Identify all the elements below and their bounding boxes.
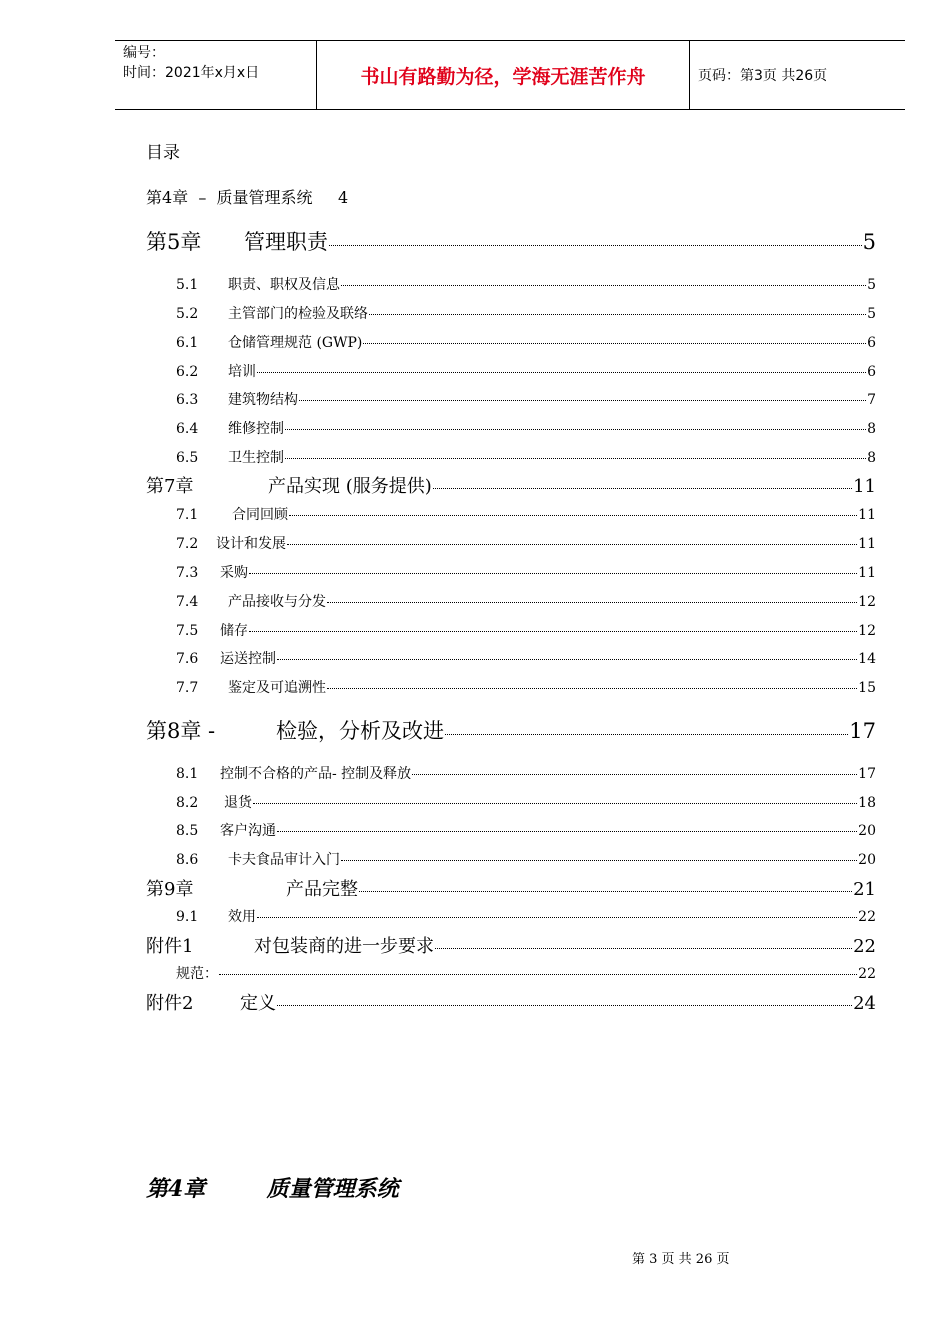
toc-entry-number: 7.4 — [176, 594, 199, 610]
toc-entry-label: 客户沟通 — [220, 823, 276, 839]
header-page-label: 页码：第3页 共26页 — [698, 68, 828, 84]
header-divider — [689, 41, 690, 109]
toc-entry-page: 11 — [858, 565, 876, 581]
toc-leader-dots — [341, 860, 857, 861]
toc-entry-label: 仓储管理规范 (GWP) — [228, 335, 363, 351]
toc-entry-page: 5 — [862, 230, 876, 254]
toc-entry[interactable] — [176, 447, 876, 467]
toc-leader-dots — [435, 948, 852, 949]
toc-entry-label: 检验，分析及改进 — [276, 719, 444, 743]
toc-entry[interactable] — [146, 989, 876, 1015]
chapter-heading: 第4章 质量管理系统 — [146, 1176, 399, 1202]
document-time-label: 时间：2021年x月x日 — [123, 65, 260, 81]
toc-entry-label: 培训 — [228, 364, 256, 380]
toc-leader-dots — [285, 458, 866, 459]
toc-entry-page: 17 — [849, 719, 876, 743]
toc-entry-number: 第7章 — [146, 476, 194, 497]
header-meta — [123, 43, 259, 83]
toc-leader-dots — [277, 1005, 852, 1006]
toc-entry-page: 11 — [858, 536, 876, 552]
toc-entry-number: 7.5 — [176, 623, 199, 639]
toc-entry[interactable] — [176, 648, 876, 668]
toc-entry-page: 22 — [858, 909, 876, 925]
page-header — [115, 40, 905, 110]
toc-leader-dots — [253, 803, 857, 804]
toc-entry[interactable] — [176, 303, 876, 323]
toc-entry[interactable] — [146, 715, 876, 745]
toc-entry-label: 产品完整 — [286, 879, 358, 900]
toc-entry-page: 5 — [867, 277, 876, 293]
toc-entry[interactable] — [176, 792, 876, 812]
toc-entry-page: 22 — [858, 966, 876, 982]
toc-leader-dots — [327, 688, 857, 689]
toc-entry-label: 产品实现 (服务提供) — [268, 476, 432, 497]
toc-entry-number: 8.1 — [176, 766, 199, 782]
toc-entry[interactable] — [176, 620, 876, 640]
toc-entry-chapter-4[interactable]: 第4章 – 质量管理系统 4 — [146, 188, 349, 207]
toc-entry-page: 20 — [858, 852, 876, 868]
toc-leader-dots — [249, 631, 857, 632]
toc-entry-number: 8.5 — [176, 823, 199, 839]
toc-entry-label: 卫生控制 — [228, 450, 284, 466]
toc-entry[interactable] — [176, 849, 876, 869]
toc-leader-dots — [369, 314, 866, 315]
toc-entry-label: 储存 — [220, 623, 248, 639]
toc-entry-number: 7.3 — [176, 565, 199, 581]
toc-entry-label: 对包装商的进一步要求 — [254, 936, 434, 957]
toc-entry-number: 7.7 — [176, 680, 199, 696]
toc-entry-number: 附件2 — [146, 993, 194, 1014]
toc-entry-page: 15 — [858, 680, 876, 696]
toc-leader-dots — [327, 602, 857, 603]
toc-entry-page: 6 — [867, 364, 876, 380]
toc-entry-label: 合同回顾 — [232, 507, 288, 523]
toc-entry[interactable] — [176, 763, 876, 783]
toc-leader-dots — [257, 372, 866, 373]
toc-entry-label: 控制不合格的产品- 控制及释放 — [220, 766, 412, 782]
toc-leader-dots — [445, 734, 848, 735]
toc-title: 目录 — [146, 143, 180, 163]
toc-entry-number: 8.6 — [176, 852, 199, 868]
toc-entry-page: 12 — [858, 623, 876, 639]
toc-entry-label: 产品接收与分发 — [228, 594, 326, 610]
toc-leader-dots — [363, 343, 866, 344]
toc-leader-dots — [299, 400, 866, 401]
header-motto: 书山有路勤为径，学海无涯苦作舟 — [360, 65, 646, 88]
toc-entry-label: 维修控制 — [228, 421, 284, 437]
toc-entry[interactable] — [176, 906, 876, 926]
toc-entry[interactable] — [146, 875, 876, 901]
toc-leader-dots — [287, 544, 857, 545]
toc-entry-page: 17 — [858, 766, 876, 782]
toc-entry[interactable] — [176, 389, 876, 409]
toc-entry-number: 5.2 — [176, 306, 199, 322]
toc-leader-dots — [249, 573, 857, 574]
toc-entry-label: 建筑物结构 — [228, 392, 298, 408]
toc-entry-number: 6.1 — [176, 335, 199, 351]
toc-entry-label: 职责、职权及信息 — [228, 277, 340, 293]
toc-leader-dots — [277, 659, 857, 660]
toc-entry-page: 5 — [867, 306, 876, 322]
toc-entry-page: 14 — [858, 651, 876, 667]
toc-entry-number: 6.4 — [176, 421, 199, 437]
toc-entry[interactable] — [176, 820, 876, 840]
toc-entry[interactable] — [146, 932, 876, 958]
toc-entry-page: 7 — [867, 392, 876, 408]
toc-entry[interactable] — [176, 562, 876, 582]
toc-leader-dots — [285, 429, 866, 430]
toc-entry-number: 第5章 — [146, 230, 202, 254]
toc-entry-page: 8 — [867, 421, 876, 437]
toc-entry-number: 9.1 — [176, 909, 199, 925]
toc-entry-page: 21 — [853, 879, 876, 900]
toc-entry-number: 第8章 - — [146, 719, 216, 743]
toc-entry-number: 7.1 — [176, 507, 199, 523]
toc-leader-dots — [289, 515, 857, 516]
page-footer: 第 3 页 共 26 页 — [632, 1252, 730, 1267]
toc-leader-dots — [329, 245, 862, 246]
toc-entry[interactable] — [176, 533, 876, 553]
toc-entry-label: 主管部门的检验及联络 — [228, 306, 368, 322]
toc-entry-page: 11 — [858, 507, 876, 523]
toc-entry-page: 11 — [853, 476, 876, 497]
toc-entry-page: 20 — [858, 823, 876, 839]
toc-entry[interactable] — [176, 677, 876, 697]
toc-entry-label: 退货 — [224, 795, 252, 811]
toc-entry-number: 5.1 — [176, 277, 199, 293]
toc-entry[interactable] — [176, 418, 876, 438]
toc-entry-number: 8.2 — [176, 795, 199, 811]
toc-entry-page: 24 — [853, 993, 876, 1014]
toc-leader-dots — [359, 891, 852, 892]
toc-entry[interactable] — [176, 361, 876, 381]
toc-entry[interactable] — [176, 963, 876, 983]
toc-entry-label: 鉴定及可追溯性 — [228, 680, 326, 696]
toc-leader-dots — [433, 488, 852, 489]
toc-entry[interactable] — [176, 504, 876, 524]
document-number-label: 编号： — [123, 45, 165, 61]
toc-leader-dots — [412, 774, 857, 775]
toc-entry-label: 采购 — [220, 565, 248, 581]
toc-entry-number: 7.6 — [176, 651, 199, 667]
toc-entry[interactable] — [176, 591, 876, 611]
toc-entry-number: 6.2 — [176, 364, 199, 380]
toc-leader-dots — [219, 974, 857, 975]
toc-entry-page: 18 — [858, 795, 876, 811]
toc-leader-dots — [277, 831, 857, 832]
toc-entry-number: 第9章 — [146, 879, 194, 900]
toc-entry[interactable] — [146, 472, 876, 498]
toc-entry-number: 6.3 — [176, 392, 199, 408]
toc-leader-dots — [257, 917, 857, 918]
toc-entry-page: 6 — [867, 335, 876, 351]
toc-entry-number: 6.5 — [176, 450, 199, 466]
toc-entry[interactable] — [176, 274, 876, 294]
toc-entry[interactable] — [146, 226, 876, 256]
toc-entry-page: 8 — [867, 450, 876, 466]
toc-entry-number: 7.2 — [176, 536, 199, 552]
toc-entry-label: 管理职责 — [244, 230, 328, 254]
toc-entry-page: 12 — [858, 594, 876, 610]
toc-entry-label: 运送控制 — [220, 651, 276, 667]
toc-entry-label: 设计和发展 — [216, 536, 286, 552]
toc-entry-label: 定义 — [240, 993, 276, 1014]
toc-entry-label: 规范： — [176, 966, 218, 982]
toc-leader-dots — [341, 285, 866, 286]
toc-entry-page: 22 — [853, 936, 876, 957]
toc-entry[interactable] — [176, 332, 876, 352]
toc-entry-number: 附件1 — [146, 936, 194, 957]
toc-entry-label: 卡夫食品审计入门 — [228, 852, 340, 868]
toc-entry-label: 效用 — [228, 909, 256, 925]
